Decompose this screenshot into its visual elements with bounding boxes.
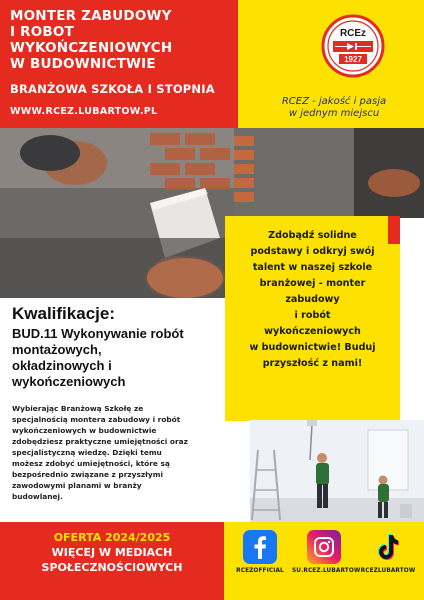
description-paragraph [12, 403, 230, 502]
promo-line: i robót [294, 310, 331, 321]
painters-photo [250, 420, 424, 522]
slogan-line-2: w jednym miejscu [288, 108, 380, 119]
qualification-line: okładzinowych i [12, 358, 112, 373]
body-line: budowlanej. [12, 492, 63, 501]
footer [0, 522, 424, 600]
offer-year: OFERTA 2024/2025 [53, 531, 171, 544]
body-line: wykończeniowych w budownictwie [12, 426, 157, 435]
logo-name: RCEz [339, 28, 367, 39]
promo-line: talent w naszej szkole [252, 262, 373, 273]
promo-line: wykończeniowych [264, 326, 361, 337]
tiktok-icon[interactable] [371, 530, 405, 564]
qualification-line: montażowych, [12, 342, 102, 357]
slogan [250, 96, 418, 120]
title-line-1: MONTER ZABUDOWY [10, 8, 172, 24]
logo-year: 1927 [344, 55, 362, 64]
tiling-photo [0, 128, 234, 298]
instagram-icon[interactable] [307, 530, 341, 564]
qualification-heading: Kwalifikacje: [12, 304, 115, 323]
social-facebook[interactable] [228, 530, 292, 574]
body-line: specjalistyczną wiedzę. Dzięki temu [12, 448, 162, 457]
title-line-3: W BUDOWNICTWIE [10, 56, 156, 72]
social-label[interactable]: RCEZOFFICIAL [236, 568, 284, 574]
promo-line: przyszłość z nami! [262, 358, 363, 369]
body-line: zawodowymi planami w branży [12, 481, 142, 490]
body-line: bezpośrednio związane z przyszłymi [12, 470, 163, 479]
promo-line: podstawy i odkryj swój [250, 246, 375, 257]
social-media-panel [224, 522, 424, 600]
qualification-description [12, 326, 222, 390]
header-banner [0, 0, 238, 128]
promo-line: w budownictwie! Buduj [249, 342, 376, 353]
facebook-icon[interactable] [243, 530, 277, 564]
body-line: Wybierając Branżową Szkołę ze [12, 404, 144, 413]
social-label[interactable]: SU.RCEZ.LUBARTOW [292, 568, 361, 574]
social-label[interactable]: RCEZLUBARTOW [360, 568, 416, 574]
footer-line: SPOŁECZNOŚCIOWYCH [41, 561, 183, 574]
body-line: możesz zdobyć umiejętności, które są [12, 459, 170, 468]
social-instagram[interactable] [292, 530, 361, 574]
body-line: zdobędziesz praktyczne umiejętności oraz [12, 437, 188, 446]
school-logo [321, 14, 385, 78]
school-type: BRANŻOWA SZKOŁA I STOPNIA [10, 82, 215, 96]
website-link[interactable]: WWW.RCEZ.LUBARTOW.PL [10, 106, 158, 117]
poster-title [10, 8, 228, 72]
qualification-line: wykończeniowych [12, 374, 126, 389]
social-tiktok[interactable] [356, 530, 420, 574]
slogan-line-1: RCEZ - jakość i pasja [281, 96, 387, 107]
footer-line: WIĘCEJ W MEDIACH [51, 546, 173, 559]
promo-line: Zdobądź solidne [268, 230, 357, 241]
body-line: specjalnością montera zabudowy i robót [12, 415, 181, 424]
title-line-2: I ROBOT WYKOŃCZENIOWYCH [10, 24, 173, 56]
brick-wall-photo [234, 128, 424, 218]
footer-offer-block [0, 522, 224, 600]
promo-line: zabudowy [285, 294, 340, 305]
accent-square [388, 216, 400, 244]
promo-line: branżowej - monter [259, 278, 366, 289]
promo-box [225, 216, 400, 421]
qualification-line: BUD.11 Wykonywanie robót [12, 326, 184, 341]
